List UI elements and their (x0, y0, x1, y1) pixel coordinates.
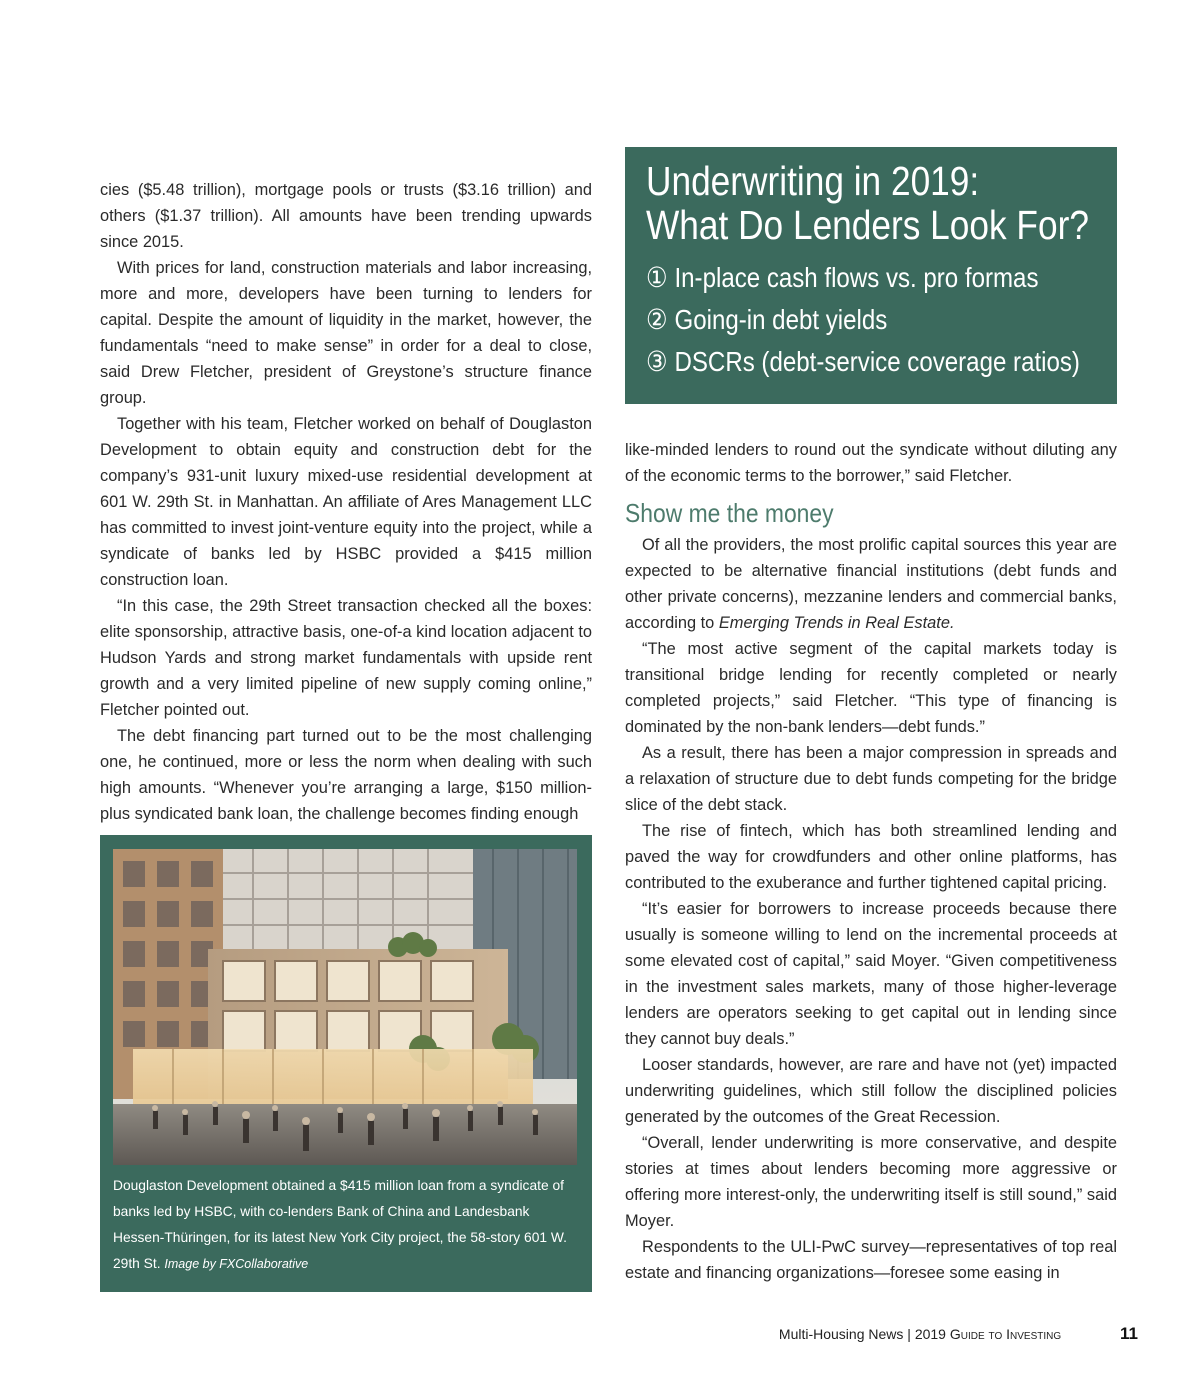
section-subhead: Show me the money (625, 498, 834, 528)
photo-caption (113, 1173, 579, 1277)
body-paragraph: like-minded lenders to round out the syndicate without diluting any of the economic terms to the borrower,” said Fletcher. (625, 441, 1117, 485)
body-paragraph: “In this case, the 29th Street transaction checked all the boxes: elite sponsorship, attractive basis, one-of-a kind location adjacent to Hudson Yards and strong market fundamentals with upside rent growth and a very limited pipeline of new supply coming online,” Fletcher pointed out. (100, 597, 592, 719)
sidebar-item-text: In-place cash flows vs. pro formas (674, 262, 1039, 293)
publication-name: Multi-Housing News (778, 1326, 904, 1342)
sidebar-list-item (646, 299, 1110, 341)
paragraph-text: Of all the providers, the most prolific capital sources this year are expected to be alternative financial institutions (debt funds and other private concerns), mezzanine lenders and commercial banks, according to (625, 536, 1117, 632)
sidebar-item-text: DSCRs (debt-service coverage ratios) (674, 346, 1080, 377)
photo-box (100, 835, 592, 1292)
body-paragraph (625, 532, 1117, 636)
body-paragraph: Together with his team, Fletcher worked on behalf of Douglaston Development to obtain equity and construction debt for the company’s 931-unit luxury mixed-use residential development at 601 W. 29th St. in Manhattan. An affiliate of Ares Management LLC has committed to invest joint-venture equity into the project, while a syndicate of banks led by HSBC provided a $415 million construction loan. (100, 415, 592, 589)
body-paragraph: Looser standards, however, are rare and have not (yet) impacted underwriting guidelines, which still follow the disciplined policies generated by the outcomes of the Great Recession. (625, 1056, 1117, 1126)
body-paragraph: “Overall, lender underwriting is more conservative, and despite stories at times about lenders becoming more aggressive or offering more interest-only, the underwriting itself is still sound,” said Moyer. (625, 1134, 1117, 1230)
caption-text: Douglaston Development obtained a $415 million loan from a syndicate of banks led by HSBC, with co-lenders Bank of China and Landesbank Hessen-Thüringen, for its latest New York City project, the 58-story 601 W. 29th St. (113, 1178, 567, 1271)
body-paragraph: cies ($5.48 trillion), mortgage pools or trusts ($3.16 trillion) and others ($1.37 trillion). All amounts have been trending upwards since 2015. (100, 181, 592, 251)
body-paragraph: “It’s easier for borrowers to increase proceeds because there usually is someone willing to lend on the incremental proceeds at some elevated cost of capital,” said Moyer. “Given competitiveness in the investment sales markets, many of those higher-leverage lenders are operators seeking to get capital out in lending since they cannot buy deals.” (625, 900, 1117, 1048)
sidebar-list-item (646, 341, 1110, 383)
footer-separator: | (907, 1326, 911, 1342)
sidebar-box (625, 147, 1117, 404)
sidebar-list-item (646, 257, 1110, 299)
body-paragraph: Respondents to the ULI-PwC survey—representatives of top real estate and financing organizations—foresee some easing in (625, 1238, 1117, 1282)
page-number: 11 (1120, 1324, 1138, 1343)
body-paragraph: “The most active segment of the capital markets today is transitional bridge lending for recently completed or nearly completed projects,” said Fletcher. “This type of financing is dominated by the non-bank lenders—debt funds.” (625, 640, 1117, 736)
sidebar-title-line: Underwriting in 2019: (646, 158, 980, 204)
body-paragraph: The rise of fintech, which has both streamlined lending and paved the way for crowdfunders and other online platforms, has contributed to the exuberance and further tightened capital pricing. (625, 822, 1117, 892)
building-rendering-image (113, 849, 577, 1165)
sidebar-list (646, 257, 1117, 383)
right-column (625, 437, 1117, 1286)
sidebar-title (646, 159, 1110, 247)
page-footer (779, 1324, 1138, 1344)
number-badge-2-icon: ② (646, 304, 668, 335)
number-badge-1-icon: ① (646, 262, 668, 293)
sidebar-title-line: What Do Lenders Look For? (646, 202, 1089, 248)
body-paragraph: As a result, there has been a major compression in spreads and a relaxation of structure due to debt funds competing for the bridge slice of the debt stack. (625, 744, 1117, 814)
image-credit: Image by FXCollaborative (164, 1257, 309, 1271)
number-badge-3-icon: ③ (646, 346, 668, 377)
left-column (100, 177, 592, 827)
publication-title: Emerging Trends in Real Estate. (718, 614, 955, 632)
body-paragraph: With prices for land, construction materials and labor increasing, more and more, developers have been turning to lenders for capital. Despite the amount of liquidity in the market, however, the fundamentals “need to make sense” in order for a deal to close, said Drew Fletcher, president of Greystone’s structure finance group. (100, 259, 592, 407)
sidebar-item-text: Going-in debt yields (674, 304, 888, 335)
body-paragraph: The debt financing part turned out to be the most challenging one, he continued, more or less the norm when dealing with such high amounts. “Whenever you’re arranging a large, $150 million-plus syndicated bank loan, the challenge becomes finding enough (100, 727, 592, 823)
guide-name: 2019 Guide to Investing (914, 1326, 1062, 1342)
